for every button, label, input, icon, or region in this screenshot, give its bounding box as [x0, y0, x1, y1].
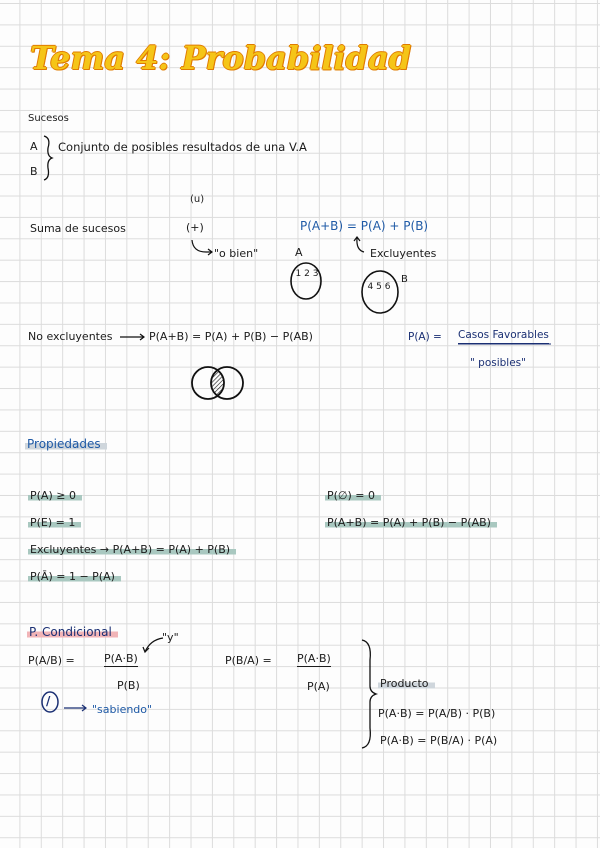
prop-right-1: P(A+B) = P(A) + P(B) − P(AB) — [325, 517, 497, 528]
o-bien-arrow — [192, 240, 212, 252]
laplace-numerator: Casos Favorables — [458, 330, 549, 344]
cond-formula-1-left: P(A/B) = — [28, 654, 75, 667]
propiedades-heading: Propiedades — [25, 438, 107, 450]
producto-heading: Producto — [378, 678, 435, 689]
producto-bracket — [362, 640, 376, 748]
event-b-label: B — [30, 165, 38, 178]
cond-formula-1-denominator: P(B) — [117, 679, 140, 692]
cond-formula-2-left: P(B/A) = — [225, 654, 272, 667]
y-note: "y" — [162, 631, 179, 644]
producto-formula-1: P(A·B) = P(A/B) · P(B) — [378, 707, 496, 720]
sucesos-heading: Sucesos — [28, 113, 69, 124]
set-b-label: B — [401, 274, 408, 285]
excluyentes-arrow — [357, 238, 364, 252]
no-excluyentes-label: No excluyentes — [28, 330, 113, 343]
producto-formula-2: P(A·B) = P(B/A) · P(A) — [380, 734, 498, 747]
event-a-label: A — [30, 140, 38, 153]
no-excluyentes-formula: P(A+B) = P(A) + P(B) − P(AB) — [149, 330, 313, 343]
circled-slash-mark: / — [46, 694, 51, 708]
cond-formula-2-numerator: P(A·B) — [297, 652, 331, 665]
prop-left-1: P(E) = 1 — [28, 517, 81, 528]
condicional-heading: P. Condicional — [27, 626, 118, 638]
o-bien-note: "o bien" — [214, 247, 259, 260]
cond-formula-1-numerator: P(A·B) — [104, 652, 138, 665]
excluyentes-note: Excluyentes — [370, 247, 437, 260]
prop-left-3: P(Ā) = 1 − P(A) — [28, 571, 121, 582]
y-arrow — [145, 638, 163, 652]
laplace-denominator: " posibles" — [470, 357, 526, 369]
plus-symbol: (+) — [186, 221, 204, 234]
venn-right-circle — [211, 367, 243, 399]
sucesos-definition: Conjunto de posibles resultados de una V.A — [58, 140, 307, 154]
suma-formula: P(A+B) = P(A) + P(B) — [300, 219, 429, 233]
set-a-label: A — [295, 246, 303, 259]
cond-formula-2-denominator: P(A) — [307, 680, 330, 693]
laplace-left: P(A) = — [408, 331, 442, 343]
prop-left-2: Excluyentes → P(A+B) = P(A) + P(B) — [28, 544, 236, 555]
set-a-elements: 1 2 3 — [295, 269, 319, 279]
sabiendo-note: "sabiendo" — [92, 703, 153, 716]
set-b-elements: 4 5 6 — [367, 282, 391, 292]
prop-left-0: P(A) ≥ 0 — [28, 490, 82, 501]
venn-left-circle — [192, 367, 224, 399]
suma-label: Suma de sucesos — [30, 222, 126, 235]
curly-brace — [44, 136, 52, 180]
prop-right-0: P(∅) = 0 — [325, 490, 381, 501]
page-title: Tema 4: Probabilidad — [30, 39, 412, 77]
union-symbol: (u) — [190, 194, 205, 205]
